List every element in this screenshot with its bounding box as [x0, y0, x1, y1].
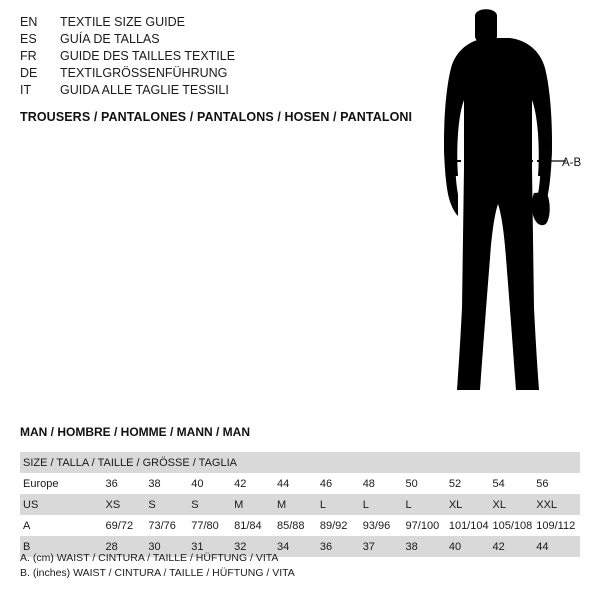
cell: S — [148, 494, 191, 515]
language-title: GUÍA DE TALLAS — [60, 32, 160, 46]
cell: XS — [106, 494, 149, 515]
table-row-size-header — [20, 452, 580, 473]
language-list — [20, 14, 350, 99]
cell: 40 — [449, 536, 493, 557]
cell: 105/108 — [492, 519, 533, 532]
row-label: Europe — [23, 477, 59, 490]
cell: 36 — [320, 536, 363, 557]
language-row — [20, 48, 350, 65]
cell: 46 — [319, 477, 333, 490]
language-row — [20, 14, 350, 31]
cell: L — [363, 494, 406, 515]
language-row — [20, 65, 350, 82]
table-row — [20, 494, 580, 515]
cell: XL — [449, 494, 493, 515]
language-row — [20, 82, 350, 99]
man-section-title: MAN / HOMBRE / HOMME / MANN / MAN — [20, 425, 250, 439]
cell: 36 — [105, 477, 118, 490]
cell: 52 — [448, 477, 462, 490]
cell: 30 — [148, 536, 191, 557]
language-code: IT — [20, 83, 32, 97]
cell: 89/92 — [319, 519, 348, 532]
cell: M — [234, 494, 277, 515]
cell: 54 — [492, 477, 505, 490]
language-row — [20, 31, 350, 48]
cell: 85/88 — [276, 519, 305, 532]
row-label: A — [23, 519, 31, 532]
cell: 109/112 — [536, 519, 576, 532]
row-label: SIZE / TALLA / TAILLE / GRÖSSE / TAGLIA — [20, 452, 580, 473]
cell: XL — [493, 494, 537, 515]
cell: 69/72 — [105, 519, 134, 532]
language-code: ES — [20, 32, 37, 46]
body-figure — [400, 8, 600, 408]
language-code: EN — [20, 15, 38, 29]
language-title: GUIDE DES TAILLES TEXTILE — [60, 49, 236, 63]
cell: L — [320, 494, 363, 515]
size-table — [20, 452, 580, 557]
table-row — [20, 473, 580, 494]
male-silhouette-icon — [400, 8, 600, 408]
cell: 81/84 — [234, 519, 262, 532]
cell: 56 — [536, 477, 549, 490]
cell: 37 — [363, 536, 406, 557]
cell: 42 — [234, 477, 247, 490]
footnote-b: B. (inches) WAIST / CINTURA / TAILLE / HÜFTUNG / VITA — [20, 567, 295, 579]
cell: 44 — [276, 477, 290, 490]
cell: S — [191, 494, 234, 515]
garment-type-title: TROUSERS / PANTALONES / PANTALONS / HOSEN / PANTALONI — [20, 110, 413, 124]
cell: 40 — [191, 477, 204, 490]
table-row — [20, 515, 580, 536]
language-code: FR — [20, 49, 37, 63]
language-code: DE — [20, 66, 38, 80]
footnote-a: A. (cm) WAIST / CINTURA / TAILLE / HÜFTUNG / VITA — [20, 552, 279, 564]
cell: 77/80 — [191, 519, 219, 532]
cell: XXL — [536, 494, 580, 515]
cell: 50 — [405, 477, 418, 490]
footnotes — [20, 551, 295, 581]
cell: 44 — [536, 536, 580, 557]
cell: 97/100 — [405, 519, 440, 532]
row-label: B — [20, 536, 106, 557]
cell: 28 — [106, 536, 149, 557]
measure-label-ab: A-B — [562, 157, 582, 169]
language-title: GUIDA ALLE TAGLIE TESSILI — [60, 83, 229, 97]
cell: 38 — [148, 477, 161, 490]
language-title: TEXTILGRÖSSENFÜHRUNG — [60, 66, 228, 80]
cell: 42 — [493, 536, 537, 557]
cell: 93/96 — [362, 519, 391, 532]
row-label: US — [20, 494, 106, 515]
cell: 38 — [406, 536, 449, 557]
cell: 31 — [191, 536, 234, 557]
cell: 101/104 — [448, 519, 489, 532]
cell: L — [406, 494, 449, 515]
cell: M — [277, 494, 320, 515]
cell: 32 — [234, 536, 277, 557]
cell: 73/76 — [148, 519, 176, 532]
cell: 34 — [277, 536, 320, 557]
cell: 48 — [362, 477, 375, 490]
language-title: TEXTILE SIZE GUIDE — [60, 15, 186, 29]
